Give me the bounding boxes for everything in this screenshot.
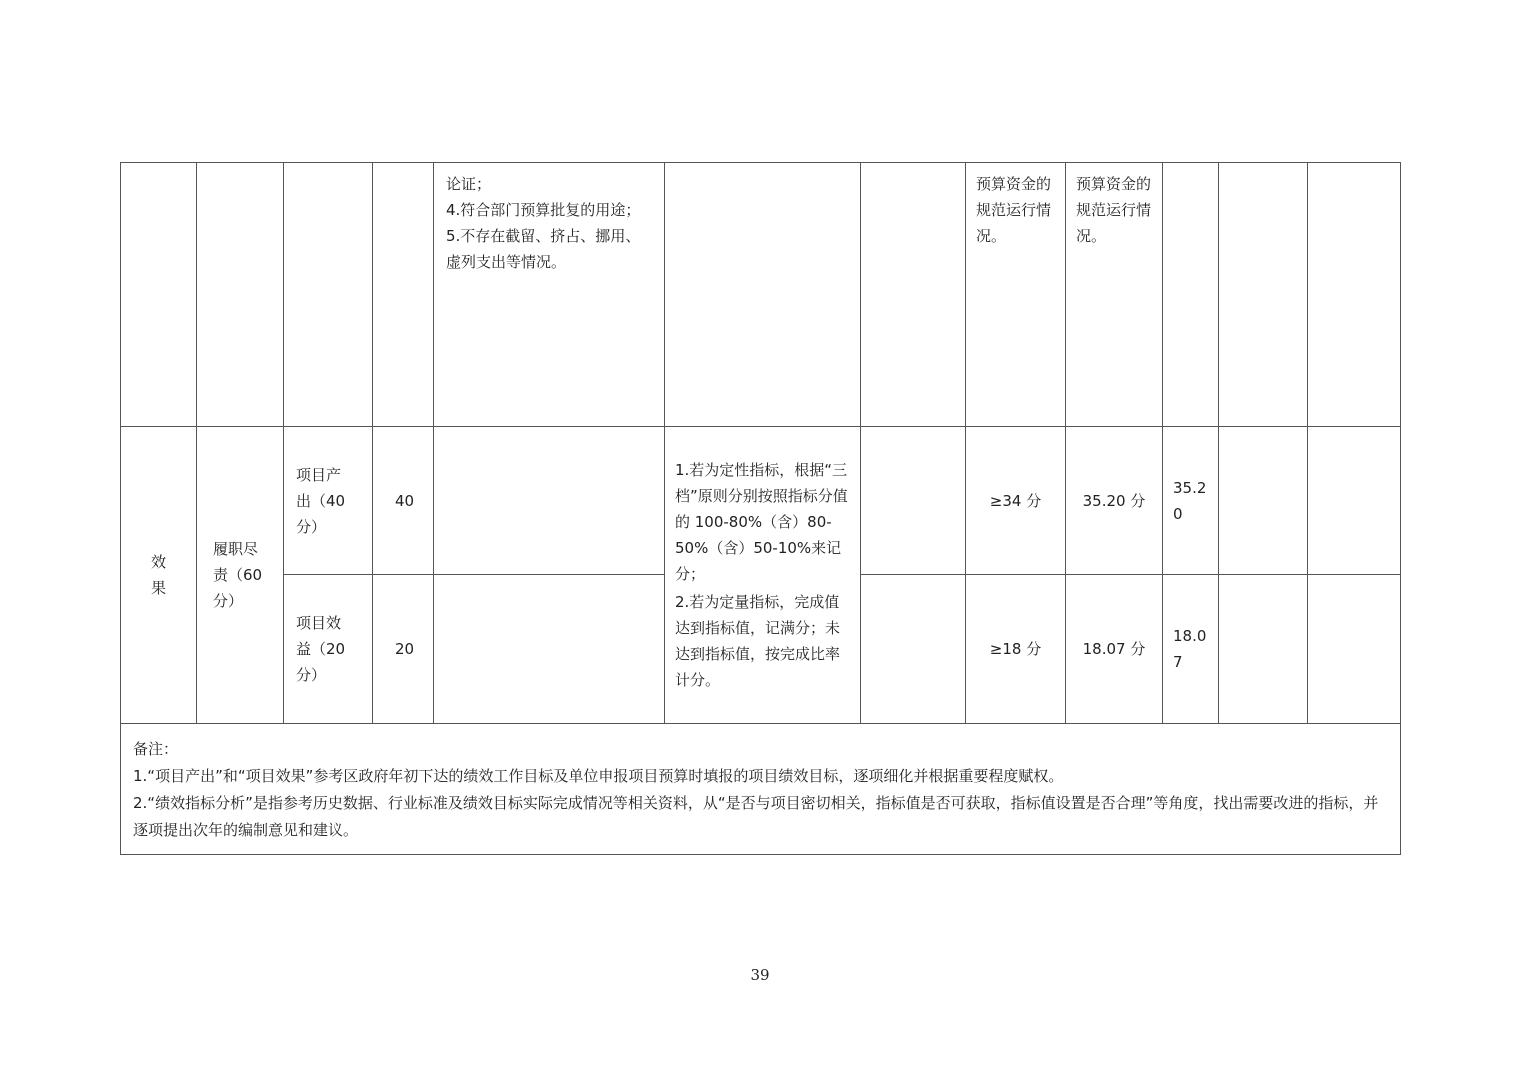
note-item: 2.“绩效指标分析”是指参考历史数据、行业标准及绩效目标实际完成情况等相关资料，从“是否与项目密切相关，指标值是否可获取，指标值设置是否合理”等角度，找出需要改进的指标，并逐项提出次年的编制意见和建议。 [133,794,1379,839]
output-actual: 35.20 分 [1082,491,1146,510]
benefit-actual: 18.07 分 [1082,640,1146,658]
output-target-cell [966,427,1066,575]
benefit-label-cell [284,575,373,724]
output-actual-cell [1066,427,1163,575]
benefit-target: ≥18 分 [989,640,1042,658]
criteria-line: 4.符合部门预算批复的用途； [446,201,641,219]
benefit-weight-cell [373,575,434,724]
empty-cell [1308,427,1401,575]
table-row [121,163,1401,427]
empty-cell [861,575,966,724]
output-target: ≥34 分 [989,491,1042,510]
empty-cell [1219,163,1308,427]
criteria-cell [434,163,665,427]
empty-cell [284,163,373,427]
empty-cell [434,575,665,724]
actual-value: 预算资金的规范运行情况。 [1076,175,1152,245]
benefit-score: 18.07 [1173,627,1207,671]
empty-cell [197,163,284,427]
output-weight: 40 [395,491,415,510]
benefit-score-cell [1163,575,1219,724]
output-label-cell [284,427,373,575]
output-weight-cell [373,427,434,575]
notes-row [121,724,1401,855]
category-label: 效果 [150,553,166,597]
output-score: 35.20 [1173,478,1207,523]
notes-title: 备注： [133,740,179,758]
table-row [121,427,1401,575]
scoring-rule: 1.若为定性指标，根据“三档”原则分别按照指标分值的 100-80%（含）80-50%（含）50-10%来记分； [675,461,848,583]
category-cell [121,427,197,724]
empty-cell [373,163,434,427]
output-score-cell [1163,427,1219,575]
benefit-actual-cell [1066,575,1163,724]
indicator-value: 预算资金的规范运行情况。 [976,175,1052,245]
empty-cell [861,163,966,427]
empty-cell [434,427,665,575]
scoring-rule: 2.若为定量指标，完成值达到指标值，记满分；未达到指标值，按完成比率计分。 [675,593,841,689]
output-label: 项目产出（40分） [296,465,346,536]
scoring-method-cell [665,427,861,724]
indicator-value-cell [966,163,1066,427]
empty-cell [1163,163,1219,427]
empty-cell [1219,575,1308,724]
benefit-target-cell [966,575,1066,724]
actual-value-cell [1066,163,1163,427]
empty-cell [1308,575,1401,724]
empty-cell [665,163,861,427]
subcategory-cell [197,427,284,724]
empty-cell [1219,427,1308,575]
page-number: 39 [750,966,770,984]
note-item: 1.“项目产出”和“项目效果”参考区政府年初下达的绩效工作目标及单位申报项目预算时填报的项目绩效目标，逐项细化并根据重要程度赋权。 [133,767,1064,785]
empty-cell [1308,163,1401,427]
subcategory-label: 履职尽责（60分） [213,540,263,610]
criteria-line: 论证； [446,175,492,193]
criteria-line: 5.不存在截留、挤占、挪用、虚列支出等情况。 [446,227,641,271]
empty-cell [121,163,197,427]
performance-evaluation-table [120,162,1401,855]
notes-cell [121,724,1401,855]
empty-cell [861,427,966,575]
benefit-label: 项目效益（20分） [296,614,346,684]
benefit-weight: 20 [395,640,415,658]
